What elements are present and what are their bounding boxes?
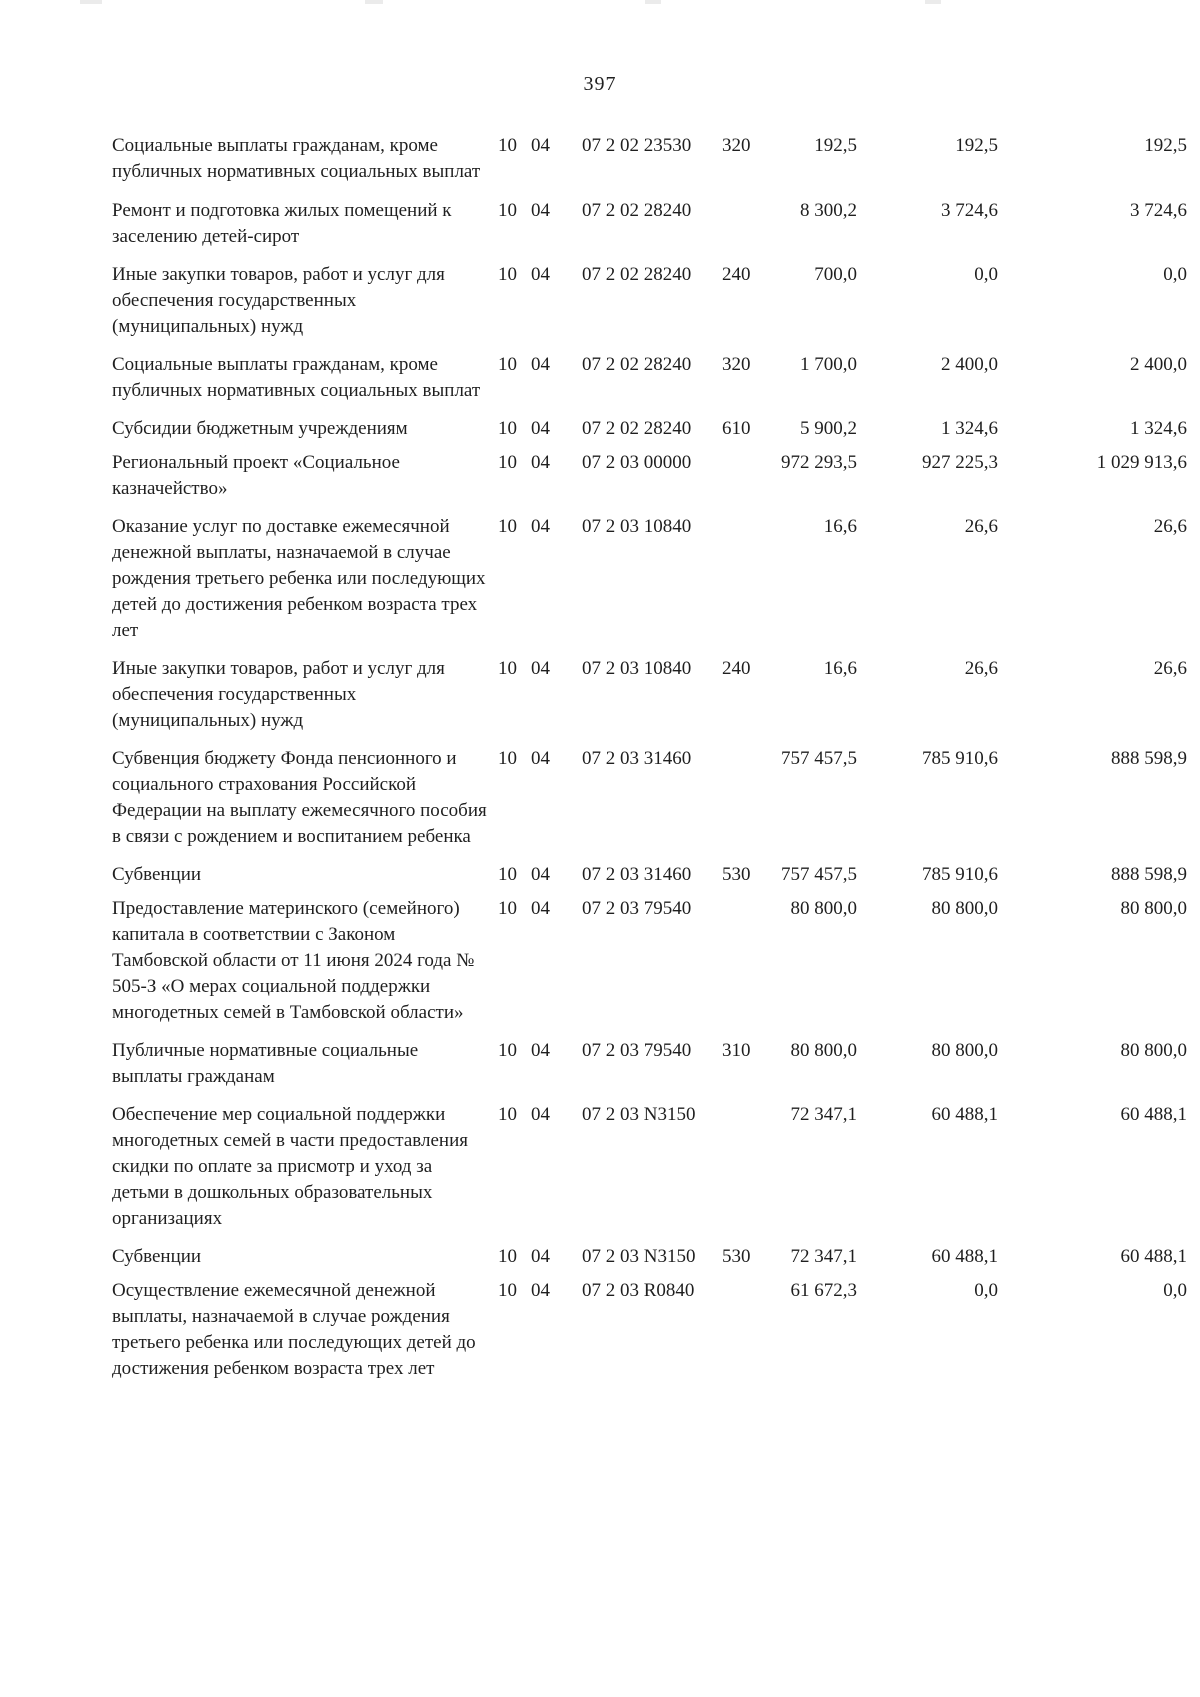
row-description: Публичные нормативные социальные выплаты гражданам [112,1040,419,1087]
amount-year-1: 16,6 [823,516,857,537]
target-article-code: 07 2 03 R0840 [582,1280,695,1301]
table-row [112,514,1187,644]
section-code: 10 [498,516,517,537]
section-code: 10 [498,452,517,473]
expense-type-code: 530 [722,864,751,885]
row-description: Иные закупки товаров, работ и услуг для обеспечения государственных (муниципальных) нужд [112,264,445,337]
amount-year-1: 972 293,5 [781,452,857,473]
amount-year-3: 0,0 [1163,264,1187,285]
subsection-code: 04 [531,135,550,156]
row-description: Осуществление ежемесячной денежной выплаты, назначаемой в случае рождения третьего ребенка или последующих детей до достижения ребенком возраста трех лет [112,1280,476,1379]
subsection-code: 04 [531,658,550,679]
amount-year-1: 72 347,1 [790,1246,857,1267]
section-code: 10 [498,1246,517,1267]
subsection-code: 04 [531,1040,550,1061]
amount-year-1: 192,5 [814,135,857,156]
table-row [112,133,1187,185]
table-row [112,352,1187,404]
expense-type-code: 240 [722,264,751,285]
amount-year-1: 61 672,3 [790,1280,857,1301]
section-code: 10 [498,200,517,221]
scan-artifact [365,0,383,4]
amount-year-1: 757 457,5 [781,748,857,769]
amount-year-1: 72 347,1 [790,1104,857,1125]
amount-year-1: 1 700,0 [800,354,857,375]
amount-year-2: 26,6 [964,516,998,537]
subsection-code: 04 [531,1246,550,1267]
amount-year-2: 80 800,0 [931,1040,998,1061]
expense-type-code: 320 [722,354,751,375]
expense-type-code: 320 [722,135,751,156]
table-row [112,1102,1187,1232]
table-row [112,262,1187,340]
target-article-code: 07 2 03 10840 [582,516,692,537]
amount-year-2: 0,0 [974,1280,998,1301]
table-row [112,656,1187,734]
section-code: 10 [498,1104,517,1125]
row-description: Социальные выплаты гражданам, кроме публичных нормативных социальных выплат [112,135,481,182]
row-description: Субвенции [112,1246,202,1267]
target-article-code: 07 2 02 23530 [582,135,692,156]
scan-artifact [645,0,661,4]
section-code: 10 [498,354,517,375]
table-row [112,416,1187,442]
amount-year-2: 60 488,1 [931,1104,998,1125]
subsection-code: 04 [531,748,550,769]
amount-year-3: 888 598,9 [1111,864,1187,885]
table-row [112,896,1187,1026]
row-description: Субсидии бюджетным учреждениям [112,418,408,439]
amount-year-3: 192,5 [1144,135,1187,156]
amount-year-2: 0,0 [974,264,998,285]
section-code: 10 [498,748,517,769]
table-row [112,1038,1187,1090]
row-description: Иные закупки товаров, работ и услуг для обеспечения государственных (муниципальных) нужд [112,658,445,731]
amount-year-1: 8 300,2 [800,200,857,221]
subsection-code: 04 [531,452,550,473]
row-description: Оказание услуг по доставке ежемесячной денежной выплаты, назначаемой в случае рождения третьего ребенка или последующих детей до достижения ребенком возраста трех лет [112,516,486,641]
expense-type-code: 310 [722,1040,751,1061]
amount-year-3: 80 800,0 [1120,1040,1187,1061]
subsection-code: 04 [531,200,550,221]
section-code: 10 [498,1280,517,1301]
amount-year-2: 785 910,6 [922,864,998,885]
target-article-code: 07 2 03 31460 [582,748,692,769]
amount-year-3: 60 488,1 [1120,1246,1187,1267]
amount-year-3: 1 324,6 [1130,418,1187,439]
expense-type-code: 240 [722,658,751,679]
section-code: 10 [498,898,517,919]
table-row [112,1244,1187,1270]
row-description: Социальные выплаты гражданам, кроме публичных нормативных социальных выплат [112,354,481,401]
row-description: Ремонт и подготовка жилых помещений к заселению детей-сирот [112,200,452,247]
amount-year-2: 1 324,6 [941,418,998,439]
amount-year-1: 757 457,5 [781,864,857,885]
section-code: 10 [498,864,517,885]
target-article-code: 07 2 03 N3150 [582,1246,696,1267]
target-article-code: 07 2 02 28240 [582,354,692,375]
amount-year-3: 0,0 [1163,1280,1187,1301]
row-description: Субвенции [112,864,202,885]
amount-year-3: 3 724,6 [1130,200,1187,221]
amount-year-3: 26,6 [1153,658,1187,679]
amount-year-1: 16,6 [823,658,857,679]
amount-year-2: 927 225,3 [922,452,998,473]
amount-year-3: 26,6 [1153,516,1187,537]
target-article-code: 07 2 02 28240 [582,264,692,285]
row-description: Обеспечение мер социальной поддержки многодетных семей в части предоставления скидки по оплате за присмотр и уход за детьми в дошкольных образовательных организациях [112,1104,468,1229]
budget-table [112,133,1187,1382]
subsection-code: 04 [531,1280,550,1301]
amount-year-1: 700,0 [814,264,857,285]
target-article-code: 07 2 03 00000 [582,452,692,473]
expense-type-code: 610 [722,418,751,439]
amount-year-3: 1 029 913,6 [1096,452,1187,473]
amount-year-3: 60 488,1 [1120,1104,1187,1125]
target-article-code: 07 2 02 28240 [582,418,692,439]
target-article-code: 07 2 03 N3150 [582,1104,696,1125]
amount-year-2: 26,6 [964,658,998,679]
scan-artifact [80,0,102,4]
amount-year-3: 888 598,9 [1111,748,1187,769]
table-row [112,862,1187,888]
subsection-code: 04 [531,898,550,919]
scan-artifact [925,0,941,4]
subsection-code: 04 [531,1104,550,1125]
section-code: 10 [498,1040,517,1061]
amount-year-1: 80 800,0 [790,1040,857,1061]
amount-year-2: 3 724,6 [941,200,998,221]
section-code: 10 [498,658,517,679]
target-article-code: 07 2 03 31460 [582,864,692,885]
section-code: 10 [498,264,517,285]
target-article-code: 07 2 03 79540 [582,898,692,919]
target-article-code: 07 2 03 10840 [582,658,692,679]
expense-type-code: 530 [722,1246,751,1267]
amount-year-2: 192,5 [955,135,998,156]
amount-year-1: 80 800,0 [790,898,857,919]
amount-year-3: 80 800,0 [1120,898,1187,919]
target-article-code: 07 2 03 79540 [582,1040,692,1061]
table-row [112,198,1187,250]
table-row [112,1278,1187,1382]
page-number: 397 [583,73,617,95]
row-description: Региональный проект «Социальное казначейство» [112,452,400,499]
section-code: 10 [498,418,517,439]
subsection-code: 04 [531,516,550,537]
amount-year-2: 80 800,0 [931,898,998,919]
amount-year-2: 60 488,1 [931,1246,998,1267]
subsection-code: 04 [531,418,550,439]
row-description: Предоставление материнского (семейного) капитала в соответствии с Законом Тамбовской области от 11 июня 2024 года № 505-З «О мерах социальной поддержки многодетных семей в Тамбовской области» [112,898,475,1023]
amount-year-3: 2 400,0 [1130,354,1187,375]
subsection-code: 04 [531,264,550,285]
amount-year-2: 2 400,0 [941,354,998,375]
table-row [112,450,1187,502]
row-description: Субвенция бюджету Фонда пенсионного и социального страхования Российской Федерации на выплату ежемесячного пособия в связи с рождением и воспитанием ребенка [112,748,487,847]
amount-year-1: 5 900,2 [800,418,857,439]
subsection-code: 04 [531,864,550,885]
target-article-code: 07 2 02 28240 [582,200,692,221]
table-row [112,746,1187,850]
subsection-code: 04 [531,354,550,375]
section-code: 10 [498,135,517,156]
amount-year-2: 785 910,6 [922,748,998,769]
